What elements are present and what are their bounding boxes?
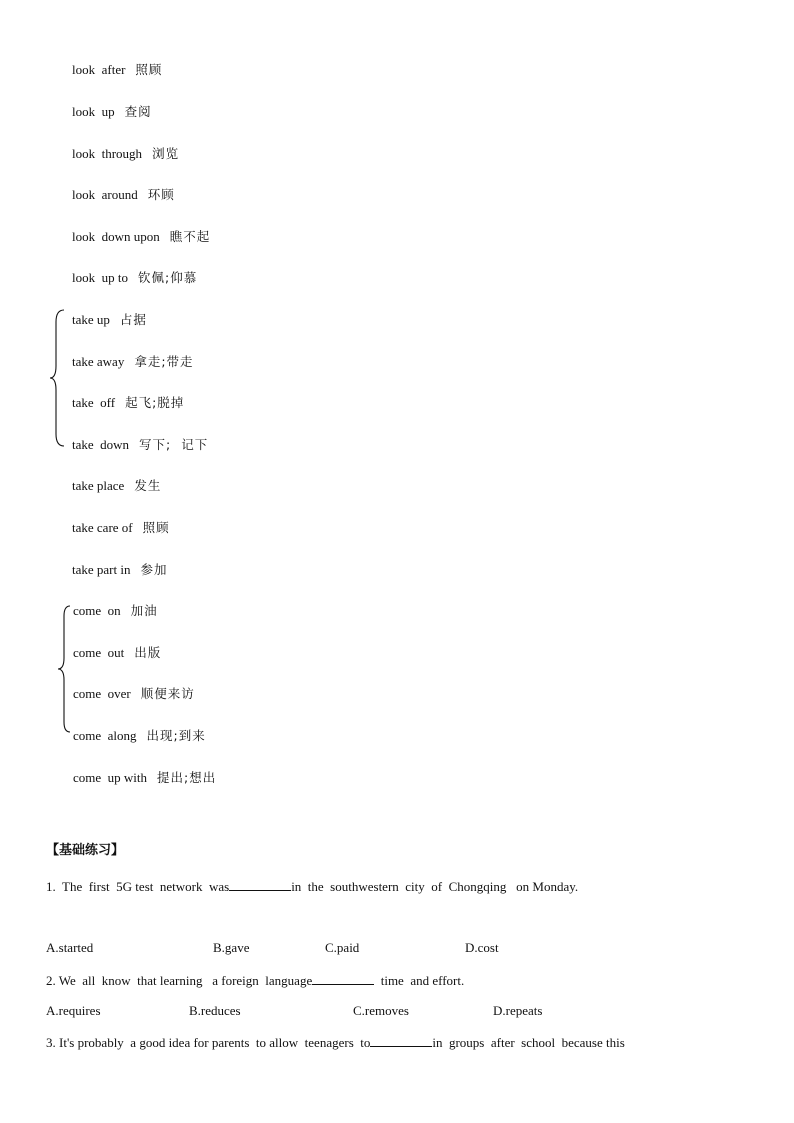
question-text-after: time and effort. <box>374 973 465 988</box>
option-c[interactable]: C.paid <box>325 940 360 955</box>
question-text-before: It's probably a good idea for parents to allow teenagers to <box>59 1035 371 1050</box>
phrase-look-down-upon <box>72 229 210 245</box>
phrase-come-along <box>73 728 206 744</box>
phrase-come-over <box>73 686 195 702</box>
phrase-take-part-in <box>72 562 168 578</box>
phrase-look-up <box>72 104 152 120</box>
question-2 <box>46 972 464 989</box>
phrase-zh: 出现;到来 <box>146 728 206 743</box>
phrase-zh: 环顾 <box>147 187 175 202</box>
phrase-take-down <box>72 437 208 453</box>
phrase-en: take place <box>72 478 125 493</box>
question-text-before: The first 5G test network was <box>62 879 230 894</box>
phrase-zh: 顺便来访 <box>140 686 195 701</box>
phrase-en: take care of <box>72 520 133 535</box>
phrase-en: come along <box>73 728 137 743</box>
phrase-zh: 出版 <box>134 645 162 660</box>
phrase-en: come over <box>73 686 131 701</box>
question-number: 1. <box>46 879 56 894</box>
phrase-zh: 浏览 <box>152 146 180 161</box>
option-b[interactable]: B.reduces <box>189 1003 241 1018</box>
phrase-zh: 提出;想出 <box>157 770 217 785</box>
phrase-en: come out <box>73 645 125 660</box>
phrase-zh: 拿走;带走 <box>134 354 194 369</box>
phrase-en: look around <box>72 187 138 202</box>
phrase-zh: 照顾 <box>135 62 163 77</box>
answer-blank[interactable] <box>312 972 374 985</box>
phrase-take-place <box>72 478 161 494</box>
phrase-en: look through <box>72 146 143 161</box>
phrase-look-around <box>72 187 175 203</box>
question-text-after: in groups after school because this <box>432 1035 625 1050</box>
phrase-come-up-with <box>73 770 216 786</box>
phrase-en: look up <box>72 104 115 119</box>
option-d[interactable]: D.repeats <box>493 1003 543 1018</box>
phrase-zh: 钦佩;仰慕 <box>137 270 198 285</box>
phrase-zh: 照顾 <box>142 520 170 535</box>
option-c[interactable]: C.removes <box>353 1003 409 1018</box>
phrase-en: take away <box>72 354 125 369</box>
phrase-zh: 发生 <box>134 478 162 493</box>
phrase-zh: 查阅 <box>124 104 152 119</box>
phrase-zh: 写下; 记下 <box>139 437 209 452</box>
question-text-before: We all know that learning a foreign language <box>58 973 313 988</box>
phrase-en: take up <box>72 312 110 327</box>
question-3 <box>46 1034 625 1051</box>
phrase-en: take down <box>72 437 130 452</box>
phrase-zh: 瞧不起 <box>169 229 211 244</box>
question-1 <box>46 878 578 895</box>
phrase-en: look up to <box>72 270 128 285</box>
phrase-en: look after <box>72 62 126 77</box>
answer-blank[interactable] <box>370 1034 432 1047</box>
phrase-take-up <box>72 312 147 328</box>
question-number: 3. <box>46 1035 56 1050</box>
answer-blank[interactable] <box>229 878 291 891</box>
phrase-zh: 参加 <box>140 562 168 577</box>
option-a[interactable]: A.requires <box>46 1003 101 1018</box>
phrase-take-off <box>72 395 184 411</box>
come-group-brace <box>56 604 74 734</box>
phrase-take-care-of <box>72 520 170 536</box>
phrase-en: look down upon <box>72 229 160 244</box>
phrase-look-after <box>72 62 162 78</box>
phrase-zh: 加油 <box>130 603 158 618</box>
option-a[interactable]: A.started <box>46 940 94 955</box>
phrase-look-through <box>72 146 179 162</box>
phrase-come-out <box>73 645 161 661</box>
phrase-en: take part in <box>72 562 131 577</box>
phrase-en: come up with <box>73 770 148 785</box>
phrase-look-up-to <box>72 270 197 286</box>
option-b[interactable]: B.gave <box>213 940 250 955</box>
section-title: 【基础练习】 <box>46 843 125 858</box>
phrase-zh: 占据 <box>119 312 147 327</box>
option-d[interactable]: D.cost <box>465 940 499 955</box>
phrase-en: come on <box>73 603 121 618</box>
take-group-brace <box>48 308 68 448</box>
phrase-en: take off <box>72 395 116 410</box>
phrase-zh: 起飞;脱掉 <box>125 395 185 410</box>
phrase-come-on <box>73 603 158 619</box>
question-text-after: in the southwestern city of Chongqing on Monday. <box>291 879 579 894</box>
phrase-take-away <box>72 354 194 370</box>
question-number: 2. <box>46 973 56 988</box>
